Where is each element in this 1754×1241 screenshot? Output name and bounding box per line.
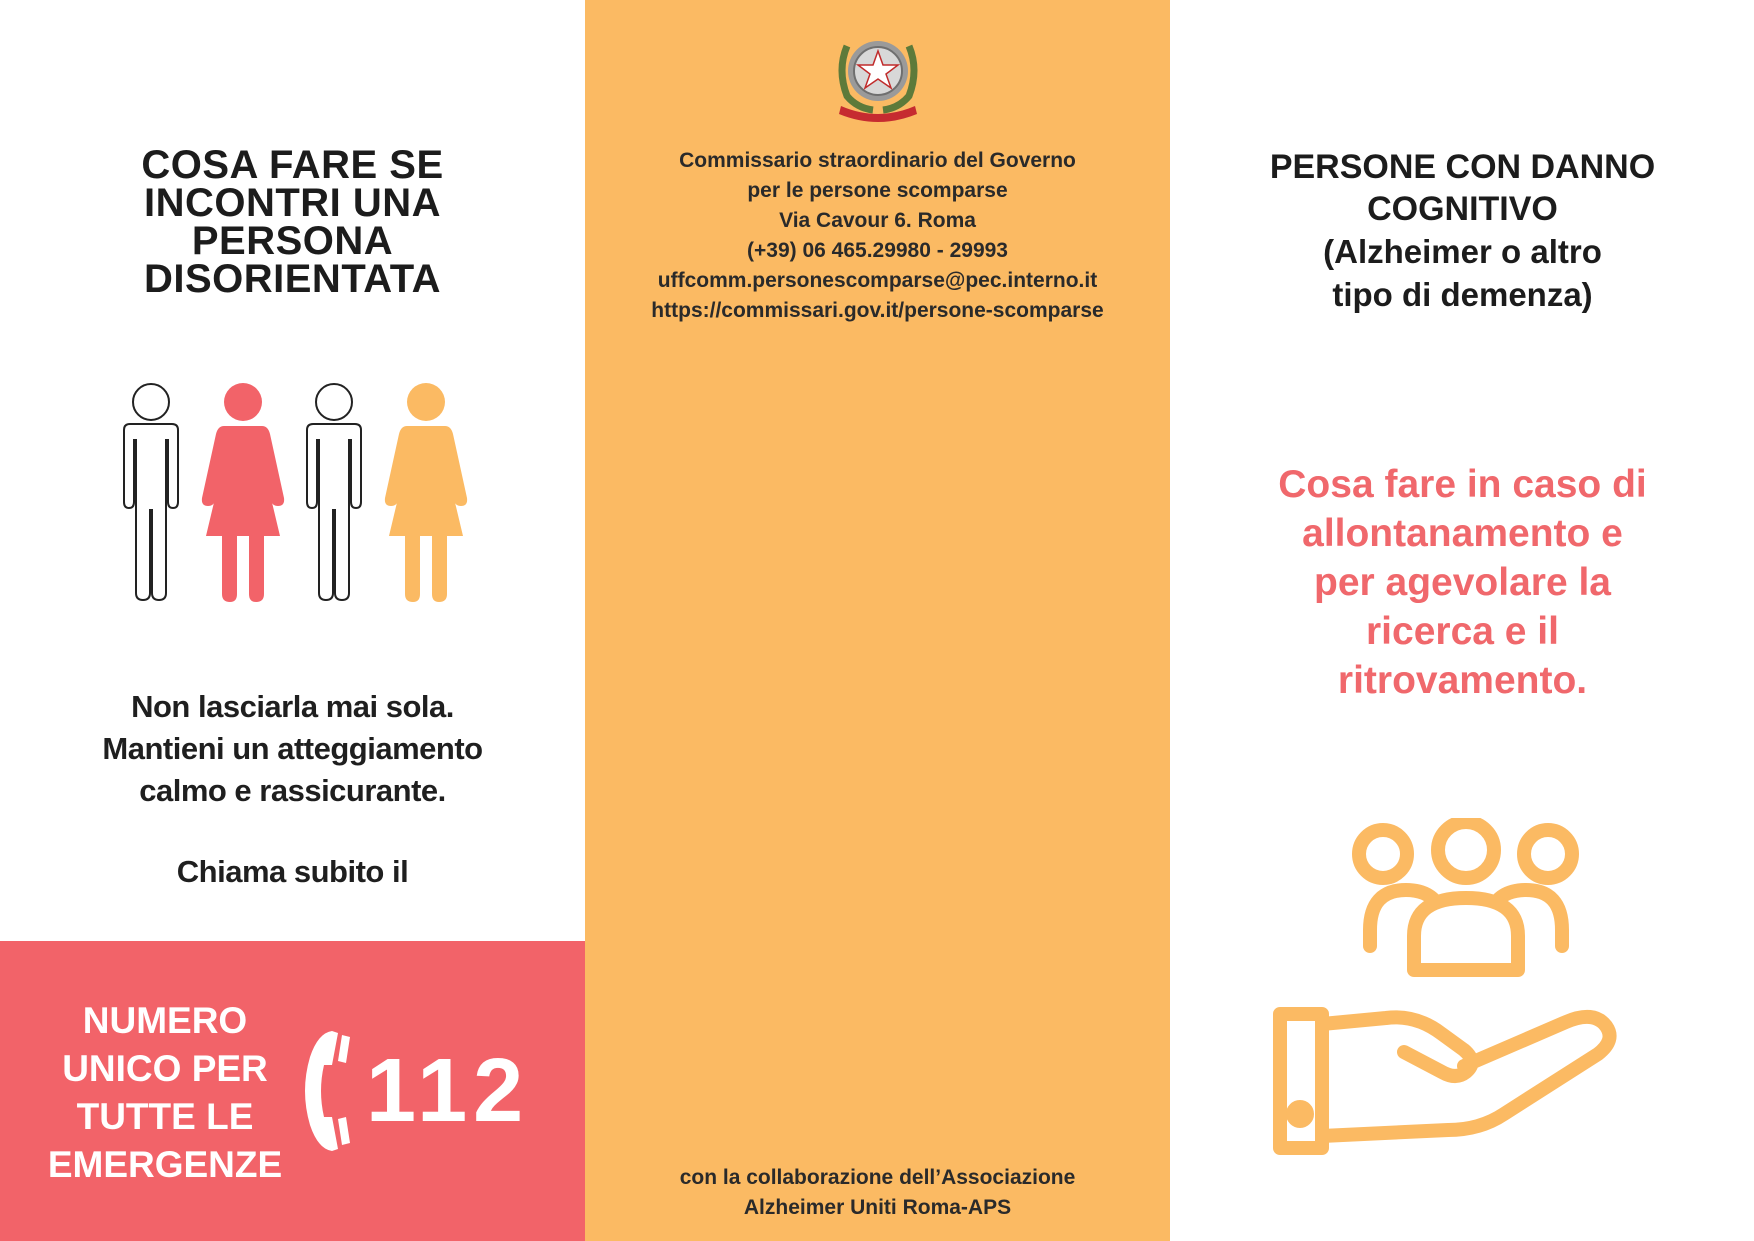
middle-panel	[585, 0, 1170, 1241]
emergency-label-line: UNICO PER	[62, 1048, 268, 1089]
right-title-line: COGNITIVO	[1367, 190, 1558, 228]
emergency-label	[30, 997, 300, 1189]
contact-office: per le persone scomparse	[747, 179, 1008, 202]
highlight-line: ricerca e il	[1366, 610, 1559, 653]
woman-orange-icon	[385, 383, 467, 602]
left-title-line: INCONTRI UNA	[143, 181, 442, 225]
emergency-label-line: NUMERO	[82, 1000, 248, 1041]
collaboration-line: Alzheimer Uniti Roma-APS	[743, 1196, 1012, 1219]
man-outline-icon	[307, 384, 361, 600]
instruction-line: Mantieni un atteggiamento	[102, 731, 483, 766]
four-people-icon	[104, 380, 484, 610]
right-highlight	[1210, 460, 1715, 705]
emergency-label-line: EMERGENZE	[47, 1144, 283, 1185]
right-subtitle-line: tipo di demenza)	[1332, 276, 1593, 313]
republic-emblem-icon	[833, 26, 923, 122]
highlight-line: ritrovamento.	[1337, 659, 1588, 702]
left-title-line: DISORIENTATA	[143, 257, 442, 301]
left-instructions	[40, 686, 545, 812]
contact-info	[605, 146, 1150, 326]
phone-icon	[298, 1027, 358, 1155]
man-outline-icon	[124, 384, 178, 600]
contact-office: Commissario straordinario del Governo	[679, 149, 1076, 172]
highlight-line: per agevolare la	[1314, 561, 1611, 604]
collaboration-note	[605, 1163, 1150, 1223]
right-subtitle	[1210, 230, 1715, 316]
contact-phone: (+39) 06 465.29980 - 29993	[747, 239, 1008, 262]
left-panel	[0, 0, 585, 1241]
right-panel	[1170, 0, 1754, 1241]
left-title	[40, 143, 545, 301]
instruction-line: Non lasciarla mai sola.	[131, 689, 454, 724]
highlight-line: allontanamento e	[1302, 512, 1623, 555]
right-title	[1210, 146, 1715, 230]
emergency-label-line: TUTTE LE	[76, 1096, 254, 1137]
right-title-line: PERSONE CON DANNO	[1269, 148, 1656, 186]
contact-website: https://commissari.gov.it/persone-scomparse	[651, 299, 1104, 322]
call-prompt: Chiama subito il	[176, 854, 409, 889]
emergency-number: 112	[366, 1041, 530, 1141]
left-title-line: PERSONA	[191, 219, 394, 263]
contact-email: uffcomm.personescomparse@pec.interno.it	[657, 269, 1098, 292]
emergency-box	[0, 941, 585, 1241]
contact-address: Via Cavour 6. Roma	[779, 209, 976, 232]
hand-holding-people-icon	[1266, 818, 1666, 1158]
right-subtitle-line: (Alzheimer o altro	[1323, 233, 1602, 270]
instruction-line: calmo e rassicurante.	[139, 773, 446, 808]
collaboration-line: con la collaborazione dell’Associazione	[679, 1166, 1076, 1189]
left-title-line: COSA FARE SE	[141, 143, 444, 187]
highlight-line: Cosa fare in caso di	[1278, 463, 1647, 506]
woman-red-icon	[202, 383, 284, 602]
